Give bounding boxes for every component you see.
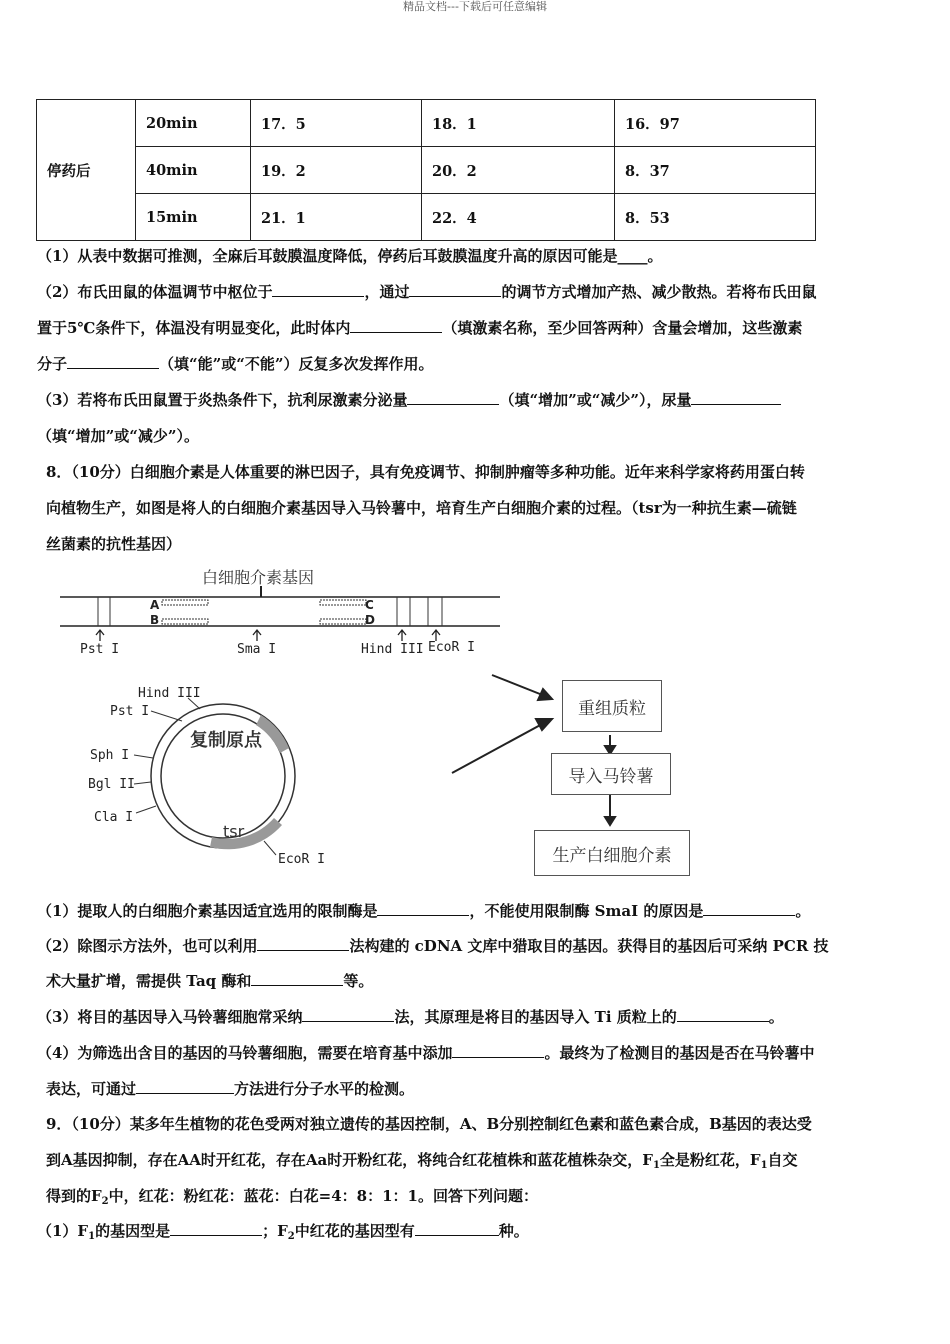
table-cell: 16．97 [615,100,816,147]
arrow-icon [492,675,545,696]
site-tick [151,711,182,721]
page-header: 精品文档---下载后可任意编辑 [403,0,547,13]
tsr-label: tsr [223,822,245,841]
q8-sub-4-cont: 表达，可通过 方法进行分子水平的检测。 [46,1080,415,1098]
q8-line-3: 丝菌素的抗性基因） [46,535,182,553]
end-label-d: D [365,613,375,627]
sticky-end-a [162,600,208,605]
end-label-a: A [150,598,160,612]
arrow-up-icon [398,630,406,641]
arrow-up-icon [253,630,261,641]
sticky-end-c [320,600,366,605]
table-row [37,194,816,241]
site-tick [136,806,156,813]
q9-line-2: 到A基因抑制，存在AA时开红花，存在Aa时开粉红花，将纯合红花植株和蓝花植株杂交，$F_1$全是粉红花，$F_1$自交 [46,1151,798,1171]
q9-line-4: $(1)F_1$的基因型是 ；$F_2$中红花的基因型有 种。 [37,1222,529,1242]
sticky-end-b [162,619,208,624]
end-label-b: B [150,613,160,627]
plasmid-site-ecor: EcoR I [278,852,325,867]
site-label-pst: Pst I [80,642,120,657]
q9-line-3: 得到的$F_2$中，红花：粉红花：蓝花：白花=4：8：1：1。回答下列问题： [46,1187,538,1207]
q7-line-6: （填“增加”或“减少”）。 [37,427,200,445]
site-label-hind: Hind III [361,642,424,657]
plasmid-site-pst: Pst I [110,704,150,719]
q8-sub-1: （1）提取人的白细胞介素基因适宜选用的限制酶是 ，不能使用限制酶 SmaI 的原因是 。 [37,902,811,920]
site-tick [134,755,153,758]
q7-line-4: 分子 （填“能”或“不能”）反复多次发挥作用。 [37,355,434,373]
sticky-end-d [320,619,366,624]
q8-sub-3: （3）将目的基因导入马铃薯细胞常采纳 法，其原理是将目的基因导入 Ti 质粒上的 。 [37,1008,784,1026]
arrow-up-icon [96,630,104,641]
site-tick [134,782,151,784]
q7-line-5: （3）若将布氏田鼠置于炎热条件下，抗利尿激素分泌量 （填“增加”或“减少”），尿量 [37,390,781,410]
q7-line-3: 置于5℃条件下，体温没有明显变化，此时体内 （填激素名称，至少回答两种）含量会增加，这些激素 [37,319,803,337]
table-row [37,147,816,194]
q7-line-1: （1）从表中数据可推测，全麻后耳鼓膜温度降低，停药后耳鼓膜温度升高的原因可能是____。 [37,247,663,265]
plasmid-site-bgl: Bgl II [88,777,135,792]
flow-box-produce: 生产白细胞介素 [534,830,690,876]
table-cell: 22．4 [422,194,615,241]
ori-label: 复制原点 [190,730,262,751]
gene-label: 白细胞介素基因 [202,568,315,587]
site-tick [264,841,276,855]
plasmid-site-hind: Hind III [138,686,201,701]
table-cell: 18．1 [422,100,615,147]
data-table [36,99,816,241]
q8-line-2: 向植物生产，如图是将人的白细胞介素基因导入马铃薯中，培育生产白细胞介素的过程。（tsr为一种抗生素—硫链 [46,499,797,517]
site-label-sma: Sma I [237,642,277,657]
table-cell-group: 停药后 [37,100,136,241]
q8-sub-2: （2）除图示方法外，也可以利用 法构建的 cDNA 文库中猎取目的基因。获得目的基因后可采纳 PCR 技 [37,937,829,955]
end-label-c: C [365,598,374,612]
flow-box-recombinant-plasmid: 重组质粒 [562,680,662,732]
table-cell: 20min [136,100,251,147]
arrow-icon [452,723,544,773]
arrow-head-icon [536,719,552,730]
flow-box-transfer: 导入马铃薯 [551,753,671,795]
q8-sub-2-cont: 术大量扩增，需提供 Taq 酶和 等。 [46,972,374,990]
table-cell: 20．2 [422,147,615,194]
site-label-ecor: EcoR I [428,640,475,655]
arrow-head-icon [538,689,552,700]
arrow-head-icon [605,817,615,825]
q7-line-2: （2）布氏田鼠的体温调节中枢位于 ，通过 的调节方式增加产热、减少散热。若将布氏田鼠 [37,283,817,301]
table-cell: 21．1 [251,194,422,241]
table-cell: 19．2 [251,147,422,194]
table-cell: 17．5 [251,100,422,147]
q9-line-1: 9．（10分）某多年生植物的花色受两对独立遗传的基因控制，A、B分别控制红色素和蓝色素合成，B基因的表达受 [46,1115,812,1133]
table-row [37,100,816,147]
table-cell: 8．53 [615,194,816,241]
plasmid-site-sph: Sph I [90,748,130,763]
q8-line-1: 8．（10分）白细胞介素是人体重要的淋巴因子，具有免疫调节、抑制肿瘤等多种功能。近年来科学家将药用蛋白转 [46,463,805,481]
table-cell: 8．37 [615,147,816,194]
plasmid-site-cla: Cla I [94,810,134,825]
table-cell: 40min [136,147,251,194]
q8-sub-4: （4）为筛选出含目的基因的马铃薯细胞，需要在培育基中添加 。最终为了检测目的基因是否在马铃薯中 [37,1044,815,1062]
table-cell: 15min [136,194,251,241]
